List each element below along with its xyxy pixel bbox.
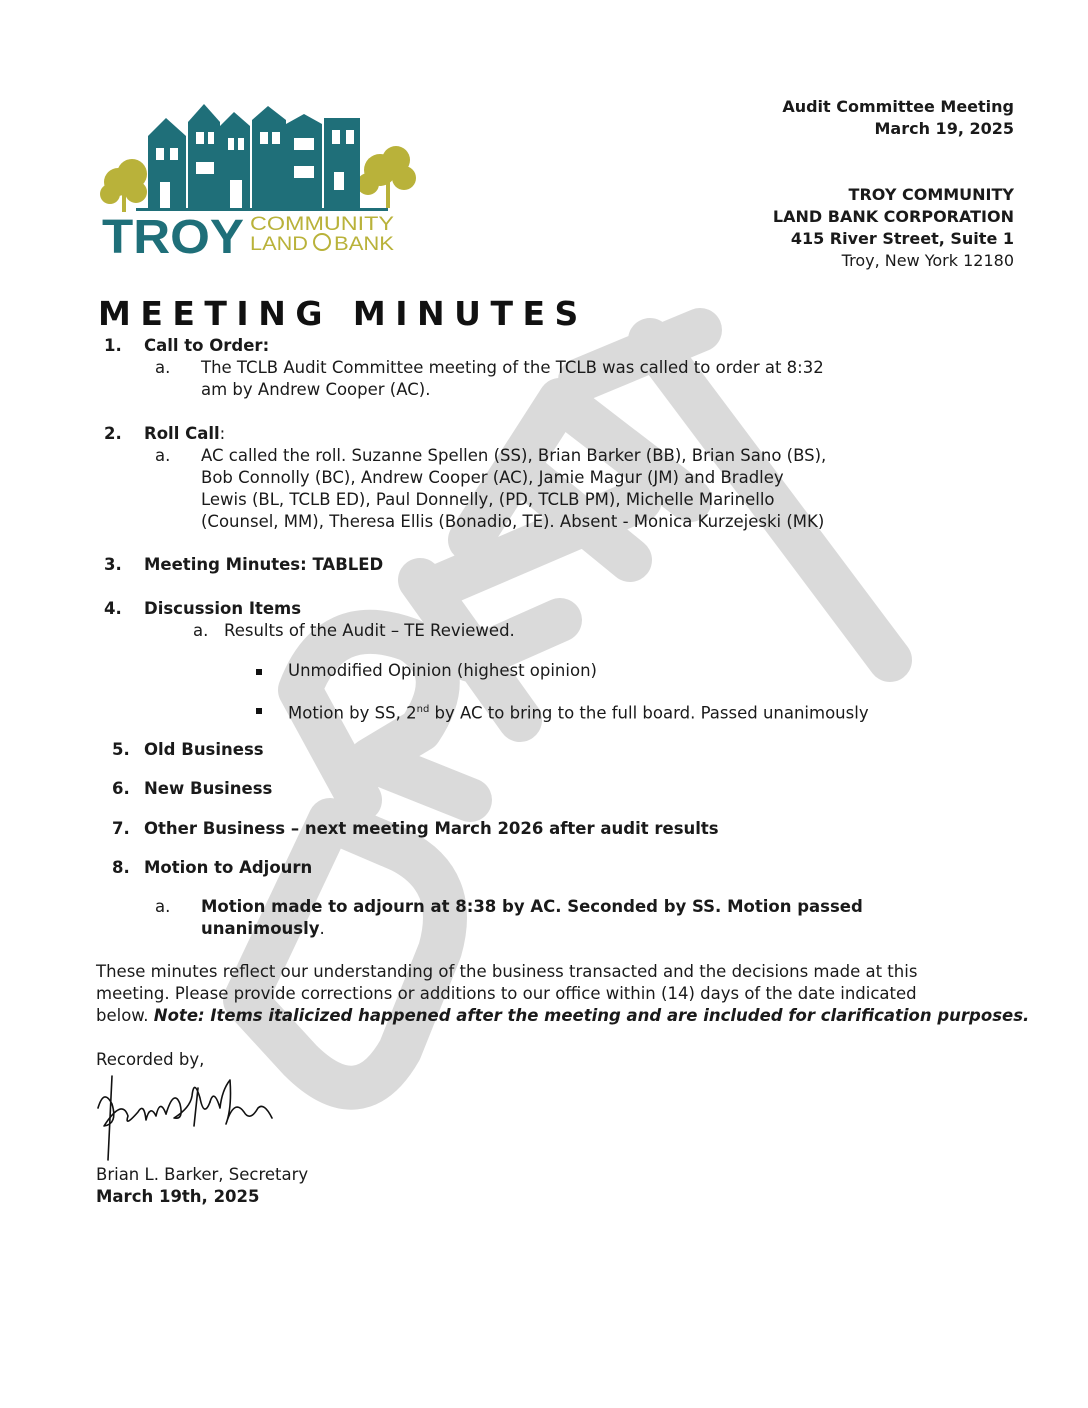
recorded-by: Recorded by, — [96, 1050, 205, 1069]
item-4-number: 4. — [104, 599, 122, 618]
item-7-number: 7. — [112, 819, 130, 838]
item-8-number: 8. — [112, 858, 130, 877]
item-2a-line1: AC called the roll. Suzanne Spellen (SS), Brian Barker (BB), Brian Sano (BS), — [201, 446, 827, 465]
item-8a-letter: a. — [155, 897, 171, 916]
item-2a-line2: Bob Connolly (BC), Andrew Cooper (AC), Jamie Magur (JM) and Bradley — [201, 468, 784, 487]
footer-line1: These minutes reflect our understanding of the business transacted and the decisions made at this — [96, 962, 918, 981]
logo-tree-icon — [314, 234, 330, 250]
footer-line3-plain: below. — [96, 1006, 154, 1025]
item-5-number: 5. — [112, 740, 130, 759]
logo-land-text: LAND — [250, 234, 308, 255]
footer-line2: meeting. Please provide corrections or additions to our office within (14) days of the date indicated — [96, 984, 917, 1003]
address-line2: Troy, New York 12180 — [841, 251, 1014, 270]
item-2a-line4: (Counsel, MM), Theresa Ellis (Bonadio, TE). Absent - Monica Kurzejeski (MK) — [201, 512, 825, 531]
item-1a-letter: a. — [155, 358, 171, 377]
item-2a-letter: a. — [155, 446, 171, 465]
item-3-label: Meeting Minutes: TABLED — [144, 555, 384, 574]
item-2-number: 2. — [104, 424, 122, 443]
item-1-label: Call to Order: — [144, 336, 270, 355]
footer-line3 — [96, 1005, 1029, 1027]
header-block — [773, 96, 1014, 272]
org-name-line2: LAND BANK CORPORATION — [772, 207, 1014, 226]
meeting-title: Audit Committee Meeting — [782, 97, 1014, 116]
item-4a-bullet2 — [288, 699, 869, 725]
item-6-number: 6. — [112, 779, 130, 798]
item-4a-bullet1: Unmodified Opinion (highest opinion) — [288, 661, 597, 680]
item-4a-letter: a. — [193, 621, 209, 640]
signer-name: Brian L. Barker, Secretary — [96, 1165, 309, 1184]
item-1-number: 1. — [104, 336, 122, 355]
bullet-icon — [256, 660, 262, 682]
bullet-icon — [256, 699, 262, 721]
footer-note: Note: Items italicized happened after the meeting and are included for clarification purposes. — [153, 1006, 1030, 1025]
item-1a-line2: am by Andrew Cooper (AC). — [201, 380, 431, 399]
item-2-label: Roll Call — [144, 424, 220, 443]
item-4a-text: Results of the Audit – TE Reviewed. — [224, 621, 515, 640]
troy-land-bank-logo — [96, 96, 428, 258]
page-title: MEETING MINUTES — [98, 294, 588, 333]
item-8a-line2-wrap — [201, 918, 325, 940]
item-2a-line3: Lewis (BL, TCLB ED), Paul Donnelly, (PD, TCLB PM), Michelle Marinello — [201, 490, 775, 509]
item-1a-line1: The TCLB Audit Committee meeting of the TCLB was called to order at 8:32 — [201, 358, 824, 377]
item-5-label: Old Business — [144, 740, 264, 759]
item-6-label: New Business — [144, 779, 273, 798]
address-line1: 415 River Street, Suite 1 — [790, 229, 1014, 248]
item-8a-line2: unanimously — [201, 919, 320, 938]
item-3-number: 3. — [104, 555, 122, 574]
item-7-label: Other Business – next meeting March 2026 after audit results — [144, 819, 719, 838]
logo-bank-text: BANK — [334, 234, 395, 255]
logo-troy-text: TROY — [102, 211, 244, 258]
item-2-label-wrap — [144, 423, 225, 445]
item-2-colon: : — [219, 424, 226, 443]
signed-date: March 19th, 2025 — [96, 1187, 260, 1206]
meeting-date: March 19, 2025 — [874, 119, 1014, 138]
bullet2-pre: Motion by SS, 2 — [288, 703, 417, 723]
logo-community-text: COMMUNITY — [250, 214, 395, 235]
handwritten-signature — [94, 1068, 280, 1164]
bullet2-sup: nd — [416, 704, 430, 715]
bullet2-post: by AC to bring to the full board. Passed unanimously — [429, 703, 869, 723]
org-name-line1: TROY COMMUNITY — [848, 185, 1014, 204]
item-4-label: Discussion Items — [144, 599, 302, 618]
item-8a-end: . — [319, 919, 325, 938]
item-8-label: Motion to Adjourn — [144, 858, 313, 877]
item-8a-line1: Motion made to adjourn at 8:38 by AC. Seconded by SS. Motion passed — [201, 897, 863, 916]
